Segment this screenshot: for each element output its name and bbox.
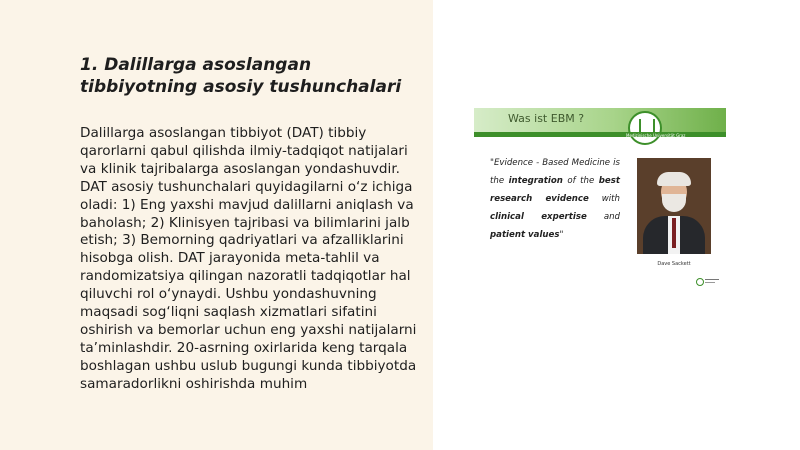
- quote-text: ": [559, 230, 564, 240]
- quote-emphasis: integration: [508, 176, 563, 186]
- ebm-heading: Was ist EBM ?: [508, 112, 585, 125]
- portrait-caption: Dave Sackett: [657, 261, 691, 267]
- ebm-slide-image: [474, 96, 726, 292]
- ebm-header-bar: [474, 108, 726, 132]
- portrait-photo: [637, 158, 711, 254]
- quote-text: with: [588, 194, 620, 204]
- quote-emphasis: clinical expertise: [490, 212, 587, 222]
- footer-logo-line: [705, 279, 719, 280]
- university-name: Medizinische Universität Graz: [626, 133, 686, 138]
- footer-logo-mark: [696, 278, 704, 286]
- ebm-header-band: [474, 132, 726, 137]
- quote-text: "Evidence - Based Medicine is the: [490, 158, 620, 186]
- footer-logo-line: [705, 282, 715, 283]
- university-logo-icon: [628, 111, 662, 145]
- ebm-quote: [490, 154, 620, 244]
- portrait-beard: [662, 194, 686, 212]
- footer-logo-icon: [696, 277, 720, 286]
- quote-emphasis: patient values: [490, 230, 560, 240]
- portrait-hair: [657, 172, 691, 186]
- portrait-tie: [672, 218, 676, 248]
- slide-body-text: Dalillarga asoslangan tibbiyot (DAT) tibbiy qarorlarni qabul qilishda ilmiy-tadqiqot natijalari va klinik tajribalarga asoslangan yondashuvdir. DAT asosiy tushunchalari quyidagilarni o‘z ichiga oladi: 1) Eng yaxshi mavjud dalillarni aniqlash va baholash; 2) Klinisyen tajribasi va bilimlarini jalb etish; 3) Bemorning qadriyatlari va afzalliklarini hisobga olish. DAT jarayonida meta-tahlil va randomizatsiya qilingan nazoratli tadqiqotlar hal qiluvchi rol o‘ynaydi. Ushbu yondashuvning maqsadi sog‘liqni saqlash xizmatlari sifatini oshirish va bemorlar uchun eng yaxshi natijalarni ta’minlashdir. 20-asrning oxirlarida keng tarqala boshlagan ushbu uslub bugungi kunda tibbiyotda samaradorlikni oshirishda muhim: [80, 125, 417, 392]
- slide-title: 1. Dalillarga asoslangan tibbiyotning asosiy tushunchalari: [80, 55, 402, 97]
- quote-text: and: [586, 212, 620, 222]
- quote-text: of the: [562, 176, 599, 186]
- quote-emphasis: best research evidence: [490, 176, 620, 204]
